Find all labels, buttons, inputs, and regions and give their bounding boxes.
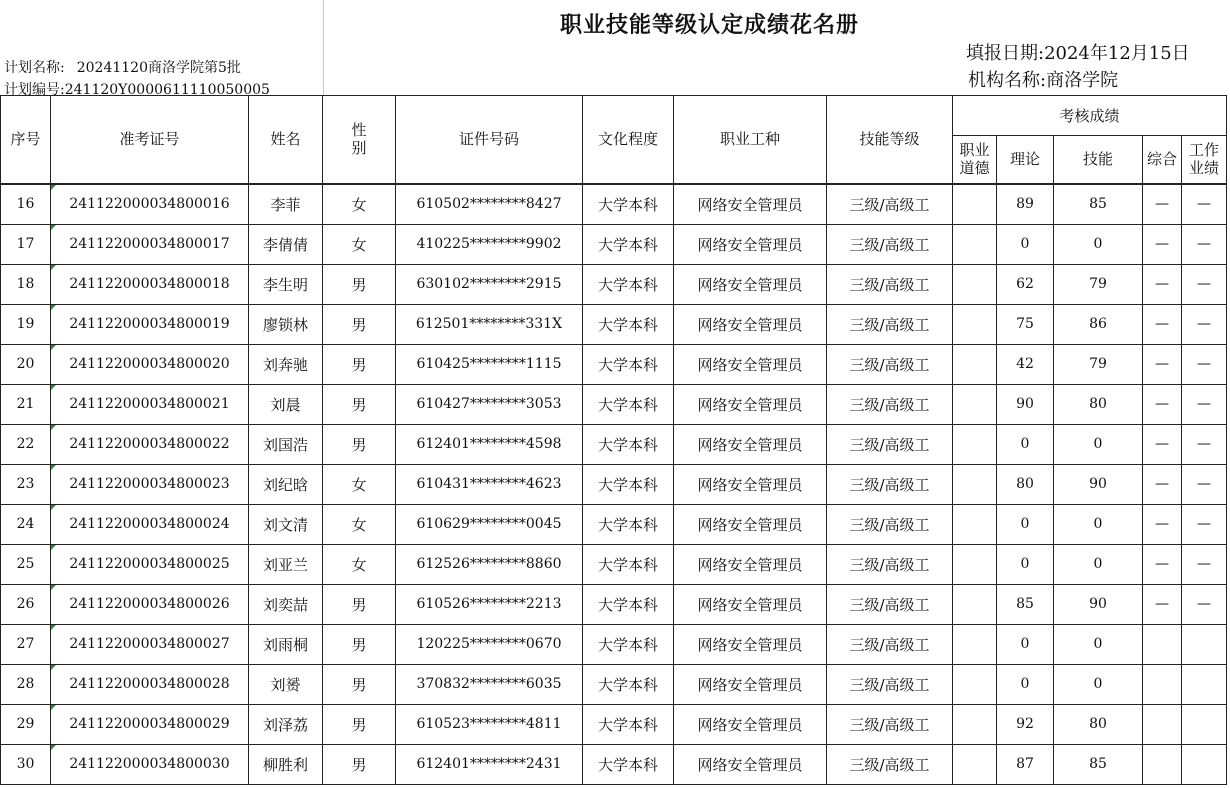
cell-gender: 男 (323, 304, 396, 344)
cell-gender: 男 (323, 624, 396, 664)
cell-name: 李生明 (249, 264, 323, 304)
table-row (1, 624, 1227, 664)
plan-name (4, 57, 241, 77)
cell-ethics (953, 504, 997, 544)
cell-education: 大学本科 (583, 504, 674, 544)
org-name: 机构名称:商洛学院 (968, 70, 1119, 91)
cell-occupation: 网络安全管理员 (674, 224, 827, 264)
cell-theory: 92 (997, 704, 1054, 744)
cell-overall (1143, 704, 1182, 744)
cell-name: 刘纪晗 (249, 464, 323, 504)
cell-ethics (953, 744, 997, 784)
cell-seq: 16 (1, 184, 51, 225)
cell-seq: 19 (1, 304, 51, 344)
table-row (1, 424, 1227, 464)
cell-skill: 80 (1054, 704, 1143, 744)
cell-theory: 0 (997, 544, 1054, 584)
cell-id-no: 120225********0670 (396, 624, 583, 664)
cell-occupation: 网络安全管理员 (674, 544, 827, 584)
cell-name: 刘雨桐 (249, 624, 323, 664)
cell-performance: — (1182, 384, 1227, 424)
cell-theory: 80 (997, 464, 1054, 504)
cell-level: 三级/高级工 (827, 544, 953, 584)
cell-seq: 22 (1, 424, 51, 464)
cell-occupation: 网络安全管理员 (674, 664, 827, 704)
cell-seq: 29 (1, 704, 51, 744)
cell-skill: 0 (1054, 624, 1143, 664)
table-row (1, 224, 1227, 264)
cell-education: 大学本科 (583, 664, 674, 704)
cell-performance: — (1182, 264, 1227, 304)
header-name: 姓名 (249, 96, 323, 184)
cell-occupation: 网络安全管理员 (674, 424, 827, 464)
cell-overall: — (1143, 344, 1182, 384)
cell-exam-no: 241122000034800029 (51, 704, 249, 744)
header-gender (323, 96, 396, 184)
cell-ethics (953, 344, 997, 384)
cell-theory: 0 (997, 504, 1054, 544)
cell-gender: 男 (323, 264, 396, 304)
cell-performance (1182, 624, 1227, 664)
cell-education: 大学本科 (583, 544, 674, 584)
header-id-no: 证件号码 (396, 96, 583, 184)
table-row (1, 184, 1227, 225)
cell-level: 三级/高级工 (827, 464, 953, 504)
cell-occupation: 网络安全管理员 (674, 304, 827, 344)
cell-performance: — (1182, 224, 1227, 264)
cell-exam-no: 241122000034800017 (51, 224, 249, 264)
cell-theory: 0 (997, 624, 1054, 664)
cell-exam-no: 241122000034800025 (51, 544, 249, 584)
cell-education: 大学本科 (583, 264, 674, 304)
header-skill: 技能 (1054, 136, 1143, 184)
cell-occupation: 网络安全管理员 (674, 184, 827, 225)
cell-seq: 24 (1, 504, 51, 544)
cell-exam-no: 241122000034800018 (51, 264, 249, 304)
table-row (1, 544, 1227, 584)
cell-performance (1182, 664, 1227, 704)
cell-level: 三级/高级工 (827, 704, 953, 744)
cell-name: 廖锁林 (249, 304, 323, 344)
cell-gender: 女 (323, 544, 396, 584)
cell-level: 三级/高级工 (827, 584, 953, 624)
cell-id-no: 612501********331X (396, 304, 583, 344)
cell-name: 柳胜利 (249, 744, 323, 784)
cell-performance: — (1182, 584, 1227, 624)
cell-theory: 42 (997, 344, 1054, 384)
cell-theory: 62 (997, 264, 1054, 304)
cell-gender: 男 (323, 664, 396, 704)
cell-gender: 男 (323, 384, 396, 424)
cell-level: 三级/高级工 (827, 224, 953, 264)
header-gender-text: 性别 (351, 121, 367, 158)
cell-id-no: 630102********2915 (396, 264, 583, 304)
cell-gender: 女 (323, 504, 396, 544)
cell-performance: — (1182, 504, 1227, 544)
cell-exam-no: 241122000034800020 (51, 344, 249, 384)
cell-occupation: 网络安全管理员 (674, 464, 827, 504)
header-ethics-text: 职业道德 (959, 141, 990, 178)
header-exam-no: 准考证号 (51, 96, 249, 184)
cell-ethics (953, 384, 997, 424)
cell-level: 三级/高级工 (827, 504, 953, 544)
cell-education: 大学本科 (583, 344, 674, 384)
cell-performance: — (1182, 544, 1227, 584)
cell-id-no: 410225********9902 (396, 224, 583, 264)
cell-performance (1182, 744, 1227, 784)
cell-seq: 17 (1, 224, 51, 264)
cell-gender: 男 (323, 704, 396, 744)
cell-education: 大学本科 (583, 704, 674, 744)
cell-overall (1143, 624, 1182, 664)
cell-level: 三级/高级工 (827, 424, 953, 464)
cell-name: 李倩倩 (249, 224, 323, 264)
cell-skill: 79 (1054, 264, 1143, 304)
cell-exam-no: 241122000034800023 (51, 464, 249, 504)
cell-overall: — (1143, 304, 1182, 344)
table-row (1, 704, 1227, 744)
table-row (1, 744, 1227, 784)
cell-ethics (953, 704, 997, 744)
cell-performance: — (1182, 344, 1227, 384)
cell-occupation: 网络安全管理员 (674, 624, 827, 664)
cell-ethics (953, 264, 997, 304)
header-seq: 序号 (1, 96, 51, 184)
header-overall: 综合 (1143, 136, 1182, 184)
cell-occupation: 网络安全管理员 (674, 264, 827, 304)
cell-name: 刘泽荔 (249, 704, 323, 744)
cell-education: 大学本科 (583, 624, 674, 664)
cell-name: 刘国浩 (249, 424, 323, 464)
cell-theory: 85 (997, 584, 1054, 624)
cell-ethics (953, 304, 997, 344)
cell-exam-no: 241122000034800024 (51, 504, 249, 544)
cell-overall: — (1143, 384, 1182, 424)
cell-level: 三级/高级工 (827, 624, 953, 664)
cell-seq: 27 (1, 624, 51, 664)
cell-overall: — (1143, 584, 1182, 624)
header-performance-text: 工作业绩 (1188, 141, 1219, 178)
cell-performance: — (1182, 184, 1227, 225)
plan-name-label: 计划名称: (4, 60, 65, 76)
cell-level: 三级/高级工 (827, 664, 953, 704)
cell-gender: 男 (323, 344, 396, 384)
score-table (0, 95, 1227, 785)
cell-id-no: 612401********4598 (396, 424, 583, 464)
cell-skill: 86 (1054, 304, 1143, 344)
cell-theory: 87 (997, 744, 1054, 784)
header-ethics (953, 136, 997, 184)
header-row-1 (1, 96, 1227, 136)
cell-gender: 女 (323, 184, 396, 225)
cell-seq: 18 (1, 264, 51, 304)
plan-code-label: 计划编号: (4, 82, 65, 98)
cell-education: 大学本科 (583, 424, 674, 464)
cell-occupation: 网络安全管理员 (674, 584, 827, 624)
cell-ethics (953, 464, 997, 504)
cell-name: 刘晨 (249, 384, 323, 424)
table-row (1, 264, 1227, 304)
cell-skill: 90 (1054, 584, 1143, 624)
cell-overall (1143, 744, 1182, 784)
cell-exam-no: 241122000034800021 (51, 384, 249, 424)
cell-seq: 25 (1, 544, 51, 584)
cell-skill: 79 (1054, 344, 1143, 384)
cell-name: 刘奔驰 (249, 344, 323, 384)
cell-seq: 23 (1, 464, 51, 504)
cell-performance (1182, 704, 1227, 744)
cell-theory: 89 (997, 184, 1054, 225)
cell-seq: 21 (1, 384, 51, 424)
cell-exam-no: 241122000034800030 (51, 744, 249, 784)
cell-level: 三级/高级工 (827, 344, 953, 384)
table-row (1, 344, 1227, 384)
cell-education: 大学本科 (583, 384, 674, 424)
cell-name: 刘奕喆 (249, 584, 323, 624)
cell-occupation: 网络安全管理员 (674, 504, 827, 544)
cell-performance: — (1182, 464, 1227, 504)
header-divider (323, 0, 324, 96)
cell-id-no: 612401********2431 (396, 744, 583, 784)
cell-skill: 0 (1054, 424, 1143, 464)
cell-gender: 男 (323, 584, 396, 624)
header-scores: 考核成绩 (953, 96, 1227, 136)
cell-skill: 0 (1054, 664, 1143, 704)
cell-gender: 男 (323, 744, 396, 784)
cell-education: 大学本科 (583, 304, 674, 344)
cell-id-no: 370832********6035 (396, 664, 583, 704)
cell-performance: — (1182, 424, 1227, 464)
cell-id-no: 610526********2213 (396, 584, 583, 624)
cell-seq: 28 (1, 664, 51, 704)
cell-overall (1143, 664, 1182, 704)
cell-theory: 75 (997, 304, 1054, 344)
header-occupation: 职业工种 (674, 96, 827, 184)
cell-ethics (953, 624, 997, 664)
cell-theory: 90 (997, 384, 1054, 424)
table-row (1, 464, 1227, 504)
cell-education: 大学本科 (583, 584, 674, 624)
cell-id-no: 610427********3053 (396, 384, 583, 424)
cell-gender: 女 (323, 224, 396, 264)
cell-ethics (953, 584, 997, 624)
cell-exam-no: 241122000034800027 (51, 624, 249, 664)
cell-skill: 0 (1054, 224, 1143, 264)
cell-skill: 85 (1054, 744, 1143, 784)
cell-id-no: 610502********8427 (396, 184, 583, 225)
cell-overall: — (1143, 544, 1182, 584)
cell-skill: 90 (1054, 464, 1143, 504)
fill-date: 填报日期:2024年12月15日 (966, 43, 1190, 64)
page-title: 职业技能等级认定成绩花名册 (560, 13, 860, 38)
cell-education: 大学本科 (583, 224, 674, 264)
plan-name-value: 20241120商洛学院第5批 (76, 60, 241, 76)
cell-skill: 0 (1054, 544, 1143, 584)
cell-occupation: 网络安全管理员 (674, 344, 827, 384)
cell-theory: 0 (997, 224, 1054, 264)
cell-overall: — (1143, 504, 1182, 544)
cell-ethics (953, 224, 997, 264)
cell-education: 大学本科 (583, 464, 674, 504)
cell-ethics (953, 544, 997, 584)
table-row (1, 664, 1227, 704)
plan-code-value: 241120Y0000611110050005 (64, 82, 270, 98)
cell-id-no: 612526********8860 (396, 544, 583, 584)
cell-skill: 80 (1054, 384, 1143, 424)
cell-overall: — (1143, 464, 1182, 504)
cell-name: 刘赟 (249, 664, 323, 704)
cell-overall: — (1143, 224, 1182, 264)
cell-name: 刘文清 (249, 504, 323, 544)
cell-level: 三级/高级工 (827, 384, 953, 424)
cell-ethics (953, 664, 997, 704)
cell-overall: — (1143, 264, 1182, 304)
cell-education: 大学本科 (583, 184, 674, 225)
cell-seq: 26 (1, 584, 51, 624)
cell-level: 三级/高级工 (827, 264, 953, 304)
cell-name: 刘亚兰 (249, 544, 323, 584)
cell-theory: 0 (997, 424, 1054, 464)
cell-skill: 85 (1054, 184, 1143, 225)
cell-theory: 0 (997, 664, 1054, 704)
cell-occupation: 网络安全管理员 (674, 704, 827, 744)
header-education: 文化程度 (583, 96, 674, 184)
cell-education: 大学本科 (583, 744, 674, 784)
cell-exam-no: 241122000034800028 (51, 664, 249, 704)
cell-level: 三级/高级工 (827, 744, 953, 784)
cell-exam-no: 241122000034800022 (51, 424, 249, 464)
cell-skill: 0 (1054, 504, 1143, 544)
table-row (1, 584, 1227, 624)
cell-overall: — (1143, 424, 1182, 464)
cell-seq: 20 (1, 344, 51, 384)
table-row (1, 304, 1227, 344)
cell-occupation: 网络安全管理员 (674, 384, 827, 424)
cell-performance: — (1182, 304, 1227, 344)
cell-overall: — (1143, 184, 1182, 225)
cell-exam-no: 241122000034800016 (51, 184, 249, 225)
cell-seq: 30 (1, 744, 51, 784)
cell-level: 三级/高级工 (827, 184, 953, 225)
cell-level: 三级/高级工 (827, 304, 953, 344)
table-row (1, 504, 1227, 544)
cell-occupation: 网络安全管理员 (674, 744, 827, 784)
cell-gender: 男 (323, 424, 396, 464)
cell-ethics (953, 184, 997, 225)
cell-ethics (953, 424, 997, 464)
header-level: 技能等级 (827, 96, 953, 184)
table-row (1, 384, 1227, 424)
cell-name: 李菲 (249, 184, 323, 225)
cell-exam-no: 241122000034800026 (51, 584, 249, 624)
cell-id-no: 610431********4623 (396, 464, 583, 504)
cell-gender: 女 (323, 464, 396, 504)
cell-id-no: 610425********1115 (396, 344, 583, 384)
cell-id-no: 610629********0045 (396, 504, 583, 544)
cell-id-no: 610523********4811 (396, 704, 583, 744)
header-theory: 理论 (997, 136, 1054, 184)
header-performance (1182, 136, 1227, 184)
cell-exam-no: 241122000034800019 (51, 304, 249, 344)
